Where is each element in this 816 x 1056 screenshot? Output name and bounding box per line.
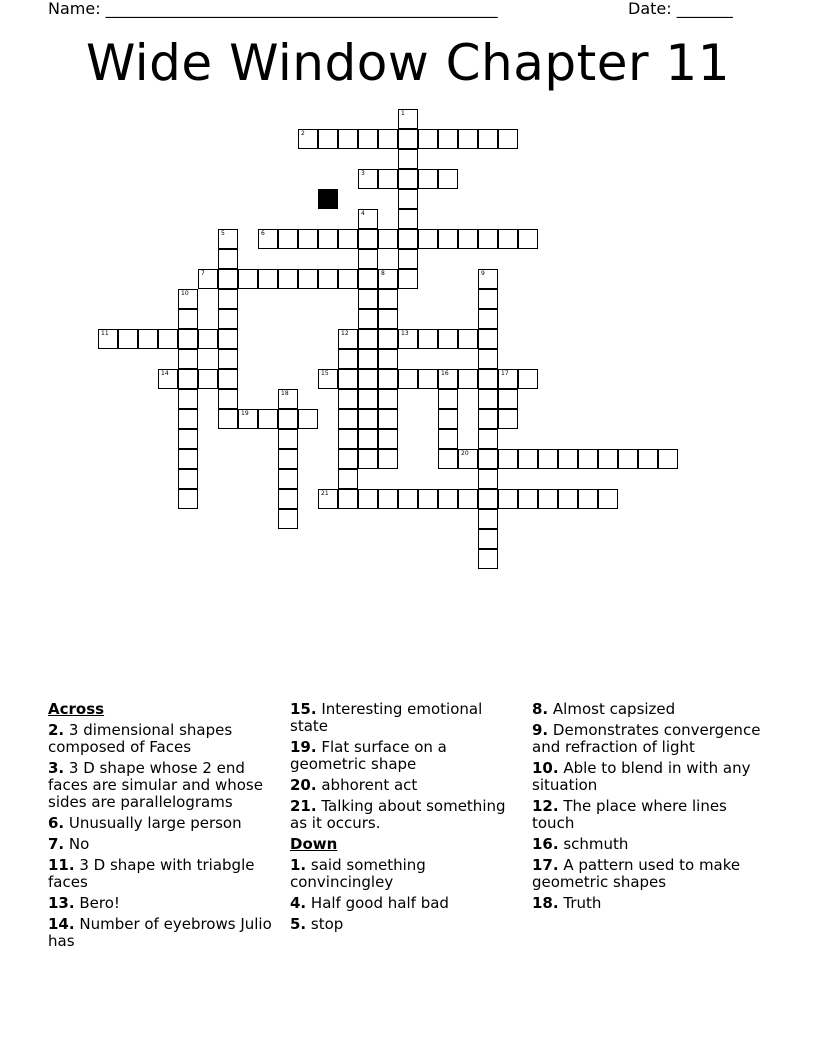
clue-number: 15. — [290, 700, 317, 718]
crossword-cell[interactable] — [298, 409, 318, 429]
crossword-cell[interactable] — [338, 329, 358, 349]
crossword-cell[interactable] — [218, 329, 238, 349]
crossword-cell[interactable] — [258, 409, 278, 429]
crossword-cell[interactable] — [478, 529, 498, 549]
crossword-cell[interactable] — [398, 169, 418, 189]
clues-column-3 — [532, 701, 766, 916]
crossword-cell[interactable] — [658, 449, 678, 469]
crossword-cell[interactable] — [398, 189, 418, 209]
crossword-cell[interactable] — [218, 409, 238, 429]
across-clue — [290, 777, 524, 794]
crossword-cell[interactable] — [498, 449, 518, 469]
down-clue — [290, 916, 524, 933]
crossword-cell[interactable] — [218, 229, 238, 249]
clue-text: Bero! — [79, 894, 120, 912]
crossword-cell[interactable] — [358, 129, 378, 149]
crossword-cell[interactable] — [358, 349, 378, 369]
clue-number: 17. — [532, 856, 559, 874]
clue-text: A pattern used to make geometric shapes — [532, 856, 741, 891]
down-clue — [532, 701, 766, 718]
clue-text: schmuth — [563, 835, 629, 853]
crossword-cell[interactable] — [178, 309, 198, 329]
crossword-cell[interactable] — [318, 269, 338, 289]
crossword-cell[interactable] — [178, 469, 198, 489]
crossword-cell[interactable] — [638, 449, 658, 469]
crossword-cell[interactable] — [358, 309, 378, 329]
crossword-cell[interactable] — [418, 329, 438, 349]
crossword-cell[interactable] — [358, 409, 378, 429]
crossword-cell[interactable] — [518, 229, 538, 249]
crossword-cell[interactable] — [378, 309, 398, 329]
crossword-cell[interactable] — [218, 369, 238, 389]
crossword-cell[interactable] — [218, 269, 238, 289]
clue-text: No — [68, 835, 90, 853]
clue-number-label: 4 — [361, 210, 365, 217]
crossword-cell[interactable] — [478, 409, 498, 429]
clue-number: 13. — [48, 894, 75, 912]
crossword-cell[interactable] — [398, 369, 418, 389]
crossword-cell[interactable] — [178, 289, 198, 309]
crossword-cell[interactable] — [378, 129, 398, 149]
clue-text: abhorent act — [321, 776, 418, 794]
crossword-cell[interactable] — [278, 229, 298, 249]
crossword-cell[interactable] — [358, 209, 378, 229]
crossword-cell[interactable] — [498, 369, 518, 389]
clue-text: Talking about something as it occurs. — [290, 797, 506, 832]
clue-text: Truth — [563, 894, 602, 912]
clue-text: 3 D shape with triabgle faces — [48, 856, 255, 891]
crossword-cell[interactable] — [318, 369, 338, 389]
crossword-cell[interactable] — [178, 389, 198, 409]
across-clue — [48, 895, 282, 912]
crossword-cell[interactable] — [218, 309, 238, 329]
crossword-cell[interactable] — [278, 469, 298, 489]
crossword-cell[interactable] — [478, 129, 498, 149]
crossword-cell[interactable] — [338, 429, 358, 449]
clue-number-label: 12 — [341, 330, 349, 337]
clue-number-label: 21 — [321, 490, 329, 497]
crossword-cell[interactable] — [438, 489, 458, 509]
down-clue — [290, 895, 524, 912]
crossword-cell[interactable] — [438, 389, 458, 409]
down-heading: Down — [290, 835, 338, 853]
crossword-cell[interactable] — [478, 489, 498, 509]
crossword-cell[interactable] — [358, 389, 378, 409]
clue-text: Unusually large person — [68, 814, 242, 832]
crossword-cell[interactable] — [518, 489, 538, 509]
crossword-cell[interactable] — [358, 449, 378, 469]
crossword-cell[interactable] — [398, 249, 418, 269]
name-field-label: Name: _________________________________________________ — [48, 0, 498, 18]
crossword-cell[interactable] — [358, 369, 378, 389]
down-clue — [532, 722, 766, 756]
crossword-cell[interactable] — [138, 329, 158, 349]
crossword-cell[interactable] — [338, 389, 358, 409]
crossword-cell[interactable] — [458, 129, 478, 149]
across-clue — [48, 836, 282, 853]
clue-text: Interesting emotional state — [290, 700, 483, 735]
clue-text: said something convincingley — [290, 856, 426, 891]
clue-number-label: 2 — [301, 130, 305, 137]
clue-number: 16. — [532, 835, 559, 853]
crossword-cell[interactable] — [258, 269, 278, 289]
crossword-cell[interactable] — [338, 369, 358, 389]
clue-number: 21. — [290, 797, 317, 815]
crossword-cell[interactable] — [578, 449, 598, 469]
crossword-cell[interactable] — [438, 229, 458, 249]
crossword-cell[interactable] — [378, 389, 398, 409]
date-field-label: Date: _______ — [628, 0, 733, 18]
clue-number: 10. — [532, 759, 559, 777]
crossword-cell[interactable] — [238, 269, 258, 289]
crossword-cell[interactable] — [398, 269, 418, 289]
crossword-cell[interactable] — [178, 409, 198, 429]
clue-number: 18. — [532, 894, 559, 912]
crossword-cell[interactable] — [318, 129, 338, 149]
clue-number: 4. — [290, 894, 307, 912]
crossword-cell[interactable] — [438, 429, 458, 449]
crossword-cell[interactable] — [358, 249, 378, 269]
clue-text: Half good half bad — [310, 894, 449, 912]
crossword-cell[interactable] — [398, 109, 418, 129]
clue-number: 7. — [48, 835, 65, 853]
clue-number: 11. — [48, 856, 75, 874]
down-clue — [532, 895, 766, 912]
crossword-cell[interactable] — [398, 229, 418, 249]
across-clue — [48, 760, 282, 811]
crossword-cell[interactable] — [478, 229, 498, 249]
across-heading: Across — [48, 700, 105, 718]
crossword-cell[interactable] — [538, 489, 558, 509]
crossword-cell[interactable] — [478, 309, 498, 329]
clue-number: 8. — [532, 700, 549, 718]
crossword-cell[interactable] — [378, 329, 398, 349]
crossword-cell[interactable] — [198, 369, 218, 389]
crossword-cell[interactable] — [498, 229, 518, 249]
crossword-cell[interactable] — [398, 489, 418, 509]
crossword-cell[interactable] — [438, 409, 458, 429]
down-clue — [532, 760, 766, 794]
crossword-cell[interactable] — [198, 329, 218, 349]
crossword-cell[interactable] — [338, 349, 358, 369]
crossword-cell[interactable] — [378, 349, 398, 369]
clue-number: 19. — [290, 738, 317, 756]
crossword-cell[interactable] — [218, 289, 238, 309]
clue-number-label: 9 — [481, 270, 485, 277]
crossword-cell[interactable] — [378, 269, 398, 289]
down-clue — [532, 836, 766, 853]
crossword-cell[interactable] — [418, 229, 438, 249]
crossword-cell[interactable] — [498, 489, 518, 509]
crossword-cell[interactable] — [478, 389, 498, 409]
crossword-cell[interactable] — [418, 369, 438, 389]
crossword-cell[interactable] — [218, 249, 238, 269]
crossword-cell[interactable] — [518, 369, 538, 389]
across-clue — [48, 916, 282, 950]
crossword-cell[interactable] — [258, 229, 278, 249]
crossword-cell[interactable] — [478, 349, 498, 369]
crossword-cell[interactable] — [178, 449, 198, 469]
crossword-cell[interactable] — [338, 449, 358, 469]
crossword-cell[interactable] — [438, 369, 458, 389]
clue-number: 9. — [532, 721, 549, 739]
crossword-cell[interactable] — [338, 469, 358, 489]
clue-number-label: 6 — [261, 230, 265, 237]
crossword-cell[interactable] — [498, 389, 518, 409]
crossword-cell[interactable] — [118, 329, 138, 349]
clue-number-label: 8 — [381, 270, 385, 277]
crossword-cell[interactable] — [378, 289, 398, 309]
crossword-cell[interactable] — [478, 289, 498, 309]
across-clue — [48, 815, 282, 832]
crossword-cell[interactable] — [358, 329, 378, 349]
across-clue — [48, 722, 282, 756]
crossword-cell[interactable] — [98, 329, 118, 349]
crossword-cell[interactable] — [458, 369, 478, 389]
crossword-cell[interactable] — [298, 269, 318, 289]
clue-number-label: 15 — [321, 370, 329, 377]
crossword-cell[interactable] — [518, 449, 538, 469]
crossword-cell[interactable] — [338, 129, 358, 149]
crossword-cell[interactable] — [558, 489, 578, 509]
crossword-cell[interactable] — [178, 329, 198, 349]
crossword-cell[interactable] — [378, 429, 398, 449]
crossword-cell[interactable] — [478, 429, 498, 449]
crossword-cell[interactable] — [338, 409, 358, 429]
crossword-cell[interactable] — [178, 349, 198, 369]
crossword-cell[interactable] — [218, 389, 238, 409]
crossword-cell[interactable] — [458, 329, 478, 349]
crossword-cell[interactable] — [478, 449, 498, 469]
crossword-cell[interactable] — [178, 429, 198, 449]
page-title: Wide Window Chapter 11 — [85, 34, 731, 92]
crossword-cell[interactable] — [278, 429, 298, 449]
clue-text: The place where lines touch — [532, 797, 727, 832]
clue-text: 3 D shape whose 2 end faces are simular and whose sides are parallelograms — [48, 759, 263, 811]
crossword-cell[interactable] — [458, 229, 478, 249]
crossword-cell[interactable] — [538, 449, 558, 469]
down-clue — [290, 857, 524, 891]
crossword-cell[interactable] — [398, 129, 418, 149]
crossword-cell[interactable] — [418, 489, 438, 509]
clue-number-label: 1 — [401, 110, 405, 117]
crossword-cell[interactable] — [178, 489, 198, 509]
crossword-cell[interactable] — [378, 369, 398, 389]
crossword-cell[interactable] — [358, 229, 378, 249]
crossword-cell[interactable] — [158, 329, 178, 349]
clue-number-label: 7 — [201, 270, 205, 277]
crossword-cell[interactable] — [378, 229, 398, 249]
crossword-cell[interactable] — [398, 329, 418, 349]
crossword-cell[interactable] — [378, 169, 398, 189]
crossword-cell[interactable] — [578, 489, 598, 509]
down-clue — [532, 798, 766, 832]
crossword-cell[interactable] — [278, 269, 298, 289]
crossword-cell[interactable] — [338, 229, 358, 249]
crossword-cell[interactable] — [478, 549, 498, 569]
crossword-cell[interactable] — [478, 269, 498, 289]
crossword-cell[interactable] — [478, 369, 498, 389]
crossword-cell[interactable] — [358, 269, 378, 289]
clue-number: 5. — [290, 915, 307, 933]
crossword-cell[interactable] — [498, 409, 518, 429]
clue-number: 12. — [532, 797, 559, 815]
crossword-cell[interactable] — [478, 469, 498, 489]
crossword-cell[interactable] — [378, 489, 398, 509]
clue-text: Able to blend in with any situation — [532, 759, 751, 794]
crossword-cell[interactable] — [278, 489, 298, 509]
crossword-cell[interactable] — [598, 449, 618, 469]
crossword-cell[interactable] — [398, 149, 418, 169]
crossword-cell[interactable] — [378, 449, 398, 469]
crossword-cell[interactable] — [218, 349, 238, 369]
clue-number-label: 19 — [241, 410, 249, 417]
clue-number: 1. — [290, 856, 307, 874]
crossword-cell[interactable] — [358, 289, 378, 309]
crossword-cell[interactable] — [298, 229, 318, 249]
clue-number: 6. — [48, 814, 65, 832]
crossword-cell[interactable] — [458, 489, 478, 509]
crossword-cell[interactable] — [618, 449, 638, 469]
crossword-cell[interactable] — [278, 389, 298, 409]
crossword-cell[interactable] — [358, 169, 378, 189]
crossword-cell[interactable] — [178, 369, 198, 389]
clue-number-label: 17 — [501, 370, 509, 377]
crossword-cell[interactable] — [438, 129, 458, 149]
crossword-block — [318, 189, 338, 209]
clue-text: Flat surface on a geometric shape — [290, 738, 447, 773]
crossword-cell[interactable] — [418, 169, 438, 189]
crossword-cell[interactable] — [458, 449, 478, 469]
clue-number-label: 14 — [161, 370, 169, 377]
crossword-cell[interactable] — [478, 509, 498, 529]
crossword-cell[interactable] — [438, 329, 458, 349]
crossword-cell[interactable] — [418, 129, 438, 149]
clue-number: 3. — [48, 759, 65, 777]
crossword-cell[interactable] — [298, 129, 318, 149]
clue-text: Demonstrates convergence and refraction of light — [532, 721, 761, 756]
crossword-cell[interactable] — [378, 409, 398, 429]
down-clue — [532, 857, 766, 891]
clue-number-label: 13 — [401, 330, 409, 337]
clue-number-label: 18 — [281, 390, 289, 397]
clue-number: 2. — [48, 721, 65, 739]
crossword-cell[interactable] — [478, 329, 498, 349]
clue-text: stop — [310, 915, 344, 933]
crossword-cell[interactable] — [358, 489, 378, 509]
clue-number-label: 10 — [181, 290, 189, 297]
clue-number: 14. — [48, 915, 75, 933]
crossword-cell[interactable] — [438, 449, 458, 469]
clue-number-label: 3 — [361, 170, 365, 177]
crossword-cell[interactable] — [198, 269, 218, 289]
crossword-cell[interactable] — [398, 209, 418, 229]
crossword-cell[interactable] — [158, 369, 178, 389]
clue-number-label: 11 — [101, 330, 109, 337]
crossword-cell[interactable] — [338, 269, 358, 289]
crossword-cell[interactable] — [318, 229, 338, 249]
crossword-cell[interactable] — [358, 429, 378, 449]
crossword-cell[interactable] — [558, 449, 578, 469]
crossword-cell[interactable] — [278, 449, 298, 469]
crossword-cell[interactable] — [438, 169, 458, 189]
clue-number-label: 20 — [461, 450, 469, 457]
crossword-cell[interactable] — [238, 409, 258, 429]
clue-text: Almost capsized — [552, 700, 676, 718]
crossword-cell[interactable] — [498, 129, 518, 149]
clue-number-label: 16 — [441, 370, 449, 377]
across-clue — [290, 739, 524, 773]
crossword-cell[interactable] — [318, 489, 338, 509]
crossword-cell[interactable] — [338, 489, 358, 509]
clues-column-2 — [290, 701, 524, 937]
clue-number: 20. — [290, 776, 317, 794]
across-clue — [290, 798, 524, 832]
across-clue — [48, 857, 282, 891]
crossword-cell[interactable] — [278, 509, 298, 529]
clue-text: Number of eyebrows Julio has — [48, 915, 272, 950]
clues-column-1 — [48, 701, 282, 954]
clue-text: 3 dimensional shapes composed of Faces — [48, 721, 233, 756]
clue-number-label: 5 — [221, 230, 225, 237]
across-clue — [290, 701, 524, 735]
crossword-cell[interactable] — [278, 409, 298, 429]
crossword-cell[interactable] — [598, 489, 618, 509]
